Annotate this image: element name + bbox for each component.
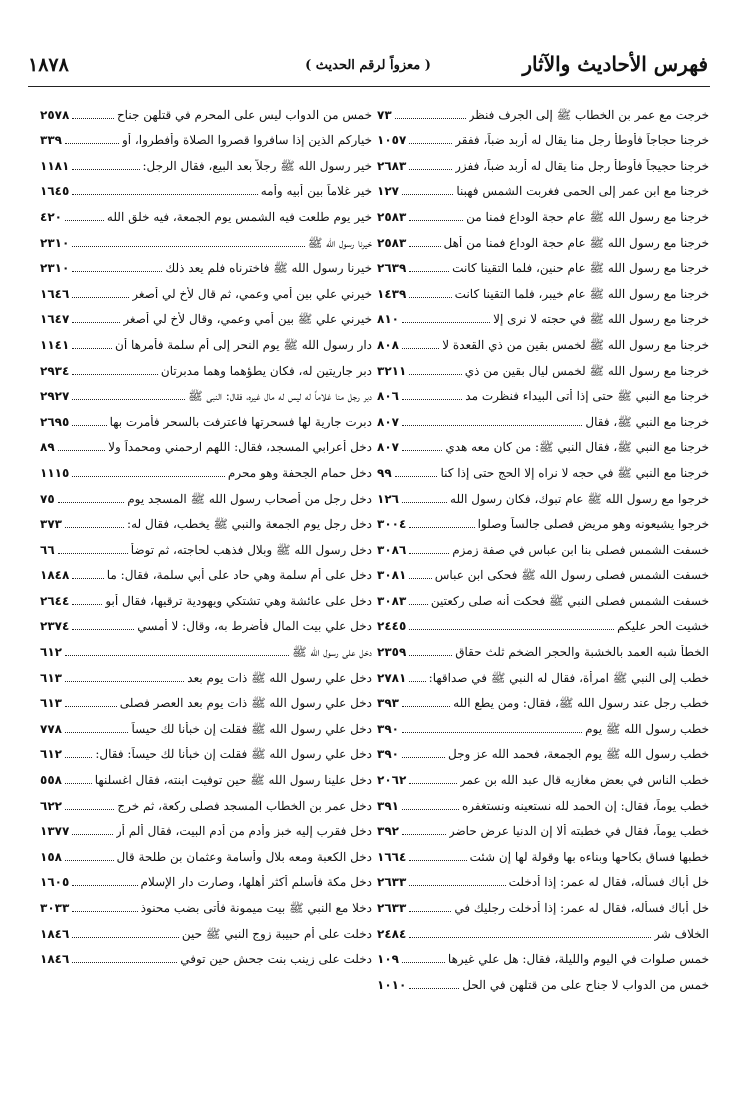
entry-text: دخل على أم سلمة وهي حاد على أبي سلمة، فقال: ما	[106, 568, 372, 583]
index-entry	[377, 301, 709, 327]
dotted-leader	[72, 373, 158, 375]
index-entry	[40, 198, 372, 224]
index-entry	[377, 147, 709, 173]
hadith-number: ٣٠٨٦	[377, 542, 407, 557]
entry-text: خرجنا مع ابن عمر إلى الحمى فغربت الشمس فهبنا	[456, 184, 709, 199]
dotted-leader	[409, 245, 440, 247]
dotted-leader	[65, 142, 119, 144]
index-entry	[377, 685, 709, 711]
dotted-leader	[72, 168, 139, 170]
hadith-number: ٢٥٨٣	[377, 235, 407, 250]
entry-text: خيرنا رسول الله ﷺ	[307, 235, 372, 250]
hadith-number: ٧٥	[40, 491, 55, 506]
index-entry	[377, 813, 709, 839]
dotted-leader	[72, 245, 305, 247]
index-entry	[377, 557, 709, 583]
dotted-leader	[72, 424, 106, 426]
entry-text: دخل رسول الله ﷺ وبلال فذهب لحاجته، ثم توضأ	[130, 542, 372, 557]
dotted-leader	[65, 526, 124, 528]
hadith-number: ٢٦٣٩	[377, 261, 407, 276]
index-entry	[377, 173, 709, 199]
hadith-number: ٢٠٦٢	[377, 773, 407, 788]
hadith-number: ٢٣١٠	[40, 235, 70, 250]
index-entry	[377, 96, 709, 122]
hadith-number: ٢٥٨٣	[377, 209, 407, 224]
hadith-number: ١٢٧	[377, 184, 399, 199]
index-entry	[377, 787, 709, 813]
index-entry	[377, 941, 709, 967]
entry-text: خرجنا مع النبي ﷺ حتى إذا أتى البيداء فنظرت مد	[465, 389, 709, 404]
dotted-leader	[409, 373, 461, 375]
hadith-number: ٣٩١	[377, 798, 399, 813]
entry-text: خرجنا مع النبي ﷺ، فقال النبي ﷺ: من كان معه هدي	[445, 440, 709, 455]
index-entry	[40, 531, 372, 557]
entry-text: دخل علي بيت المال فأضرط به، وقال: لا أمسي	[137, 619, 372, 634]
dotted-leader	[58, 501, 125, 503]
entry-text: خل أباك فسأله، فقال له عمر: إذا أدخلت	[508, 875, 709, 890]
hadith-number: ٢٦٩٥	[40, 414, 70, 429]
hadith-number: ١٦٤٥	[40, 184, 70, 199]
entry-text: دخل فقرب إليه خبز وأدم من أدم البيت، فقال ألم أر	[115, 824, 372, 839]
hadith-number: ٨٠٦	[377, 389, 399, 404]
dotted-leader	[409, 987, 459, 989]
dotted-leader	[402, 424, 582, 426]
dotted-leader	[402, 347, 439, 349]
dotted-leader	[72, 936, 179, 938]
dotted-leader	[402, 193, 453, 195]
entry-text: خسفت الشمس فصلى النبي ﷺ فحكت أنه صلى ركعتين	[430, 593, 709, 608]
index-entry	[40, 96, 372, 122]
dotted-leader	[65, 219, 104, 221]
dotted-leader	[402, 961, 445, 963]
index-entry	[40, 250, 372, 276]
index-entry	[40, 454, 372, 480]
index-entry	[40, 378, 372, 404]
entry-text: خمس صلوات في اليوم والليلة، فقال: هل علي غيرها	[447, 952, 709, 967]
entry-text: دبر رجل منا غلاماً له ليس له مال غيره، فقال: النبي ﷺ	[188, 389, 372, 404]
dotted-leader	[409, 680, 425, 682]
dotted-leader	[72, 321, 120, 323]
hadith-number: ٦١٢	[40, 645, 62, 660]
hadith-number: ٦١٢	[40, 747, 62, 762]
index-entry	[377, 352, 709, 378]
dotted-leader	[72, 910, 137, 912]
index-column-left	[40, 96, 372, 1100]
entry-text: خرجنا حجيجاً فأوطأ رجل منا يقال له أربد ضباً، ففزر	[455, 158, 709, 173]
index-entry	[40, 710, 372, 736]
hadith-number: ٣٣٩	[40, 133, 62, 148]
entry-text: دار رسول الله ﷺ يوم النحر إلى أم سلمة فأمرها أن	[115, 337, 372, 352]
hadith-number: ٣٠٨١	[377, 568, 407, 583]
hadith-number: ٧٧٨	[40, 721, 62, 736]
hadith-number: ٨٠٨	[377, 337, 399, 352]
dotted-leader	[402, 705, 450, 707]
dotted-leader	[409, 142, 452, 144]
index-entry	[40, 838, 372, 864]
hadith-number: ١٣٧٧	[40, 824, 70, 839]
hadith-number: ١٤٣٩	[377, 286, 407, 301]
hadith-number: ٣٠٨٣	[377, 593, 407, 608]
entry-text: دخل مكة فأسلم أكثر أهلها، وصارت دار الإسلام	[140, 875, 372, 890]
dotted-leader	[409, 296, 451, 298]
dotted-leader	[409, 168, 452, 170]
hadith-number: ٧٣	[377, 107, 392, 122]
hadith-number: ٨٩	[40, 440, 55, 455]
dotted-leader	[65, 654, 289, 656]
entry-text: دبر جاريتين له، فكان يطؤهما وهما مدبرتان	[160, 363, 372, 378]
entry-text: خرجوا يشيعونه وهو مريض فصلى جالساً وصلوا	[477, 517, 709, 532]
hadith-number: ٢٤٨٤	[377, 926, 407, 941]
index-entry	[377, 633, 709, 659]
dotted-leader	[72, 475, 225, 477]
hadith-number: ٥٥٨	[40, 773, 62, 788]
hadith-number: ٢٣٧٤	[40, 619, 70, 634]
entry-text: دخل علي رسول الله ﷺ ذات يوم بعد	[187, 670, 372, 685]
index-entry	[40, 557, 372, 583]
index-entry	[377, 736, 709, 762]
entry-text: دخل على عائشة وهي تشتكي ويهودية ترقيها، فقال أبو	[105, 593, 372, 608]
entry-text: دخل علي رسول الله ﷺ	[292, 645, 372, 660]
index-entry	[40, 352, 372, 378]
entry-text: دخل علي رسول الله ﷺ ذات يوم بعد العصر فصلى	[119, 696, 372, 711]
hadith-number: ٢٧٨١	[377, 670, 407, 685]
index-entry	[40, 147, 372, 173]
index-entry	[377, 531, 709, 557]
dotted-leader	[65, 756, 92, 758]
entry-text: خطب رسول الله ﷺ يوم	[585, 721, 709, 736]
index-entry	[40, 787, 372, 813]
index-entry	[40, 582, 372, 608]
dotted-leader	[395, 475, 438, 477]
hadith-number: ٣٢١١	[377, 363, 407, 378]
hadith-number: ١٨٤٨	[40, 568, 70, 583]
hadith-number: ١٠١٠	[377, 977, 407, 992]
hadith-number: ٦١٣	[40, 670, 62, 685]
index-entry	[40, 813, 372, 839]
index-entry	[40, 659, 372, 685]
entry-text: خرجنا مع رسول الله ﷺ في حجته لا نرى إلا	[493, 312, 709, 327]
dotted-leader	[402, 449, 442, 451]
dotted-leader	[402, 731, 582, 733]
hadith-number: ١٢٦	[377, 491, 399, 506]
dotted-leader	[72, 577, 103, 579]
dotted-leader	[72, 961, 177, 963]
hadith-number: ٢٦٤٤	[40, 593, 70, 608]
index-entry	[377, 480, 709, 506]
entry-text: خطب إلى النبي ﷺ امرأة، فقال له النبي ﷺ في صداقها:	[428, 670, 709, 685]
entry-text: خمس من الدواب ليس على المحرم في قتلهن جناح	[116, 107, 372, 122]
index-entry	[377, 122, 709, 148]
dotted-leader	[402, 398, 462, 400]
dotted-leader	[402, 808, 459, 810]
entry-text: خطب الناس في بعض مغازيه قال عبد الله بن عمر	[459, 773, 709, 788]
index-entry	[40, 915, 372, 941]
hadith-number: ١٠٥٧	[377, 133, 407, 148]
hadith-number: ٨٠٧	[377, 414, 399, 429]
hadith-number: ١٦٠٥	[40, 875, 70, 890]
hadith-number: ٣٠٠٤	[377, 517, 407, 532]
hadith-number: ٣٩٣	[377, 696, 399, 711]
entry-text: خيرني علي ﷺ بين أمي وعمي، وقال لأخ لي أصغر	[123, 312, 372, 327]
dotted-leader	[402, 833, 446, 835]
index-entry	[40, 633, 372, 659]
index-entry	[40, 326, 372, 352]
entry-text: دخل رجل يوم الجمعة والنبي ﷺ يخطب، فقال له:	[127, 517, 372, 532]
hadith-number: ٢٩٣٤	[40, 363, 70, 378]
index-entry	[40, 122, 372, 148]
index-entry	[377, 864, 709, 890]
dotted-leader	[409, 884, 505, 886]
hadith-number: ٦١٣	[40, 696, 62, 711]
index-entry	[377, 326, 709, 352]
entry-text: خير يوم طلعت فيه الشمس يوم الجمعة، فيه خلق الله	[106, 209, 372, 224]
dotted-leader	[72, 270, 162, 272]
hadith-number: ١٦٤٧	[40, 312, 70, 327]
entry-text: خطبها فساق بكاحها وبناءه بها وقولة لها إن شئت	[469, 849, 709, 864]
index-entry	[377, 915, 709, 941]
dotted-leader	[65, 680, 184, 682]
index-column-right	[377, 96, 709, 1100]
hadith-number: ٢٥٧٨	[40, 107, 70, 122]
entry-text: دخل علي رسول الله ﷺ فقلت إن خبأنا لك حيساً	[131, 721, 372, 736]
entry-text: الخطأ شبه العمد بالخشبة والحجر الضخم ثلث حقاق	[455, 645, 709, 660]
entry-text: دخل أعرابي المسجد، فقال: اللهم ارحمني ومحمداً ولا	[108, 440, 372, 455]
index-entry	[40, 685, 372, 711]
entry-text: خطب يوماً، فقال: إن الحمد لله نستعينه ونستغفره	[461, 798, 709, 813]
hadith-number: ١٥٨	[40, 849, 62, 864]
dotted-leader	[409, 270, 449, 272]
entry-text: الخلاف شر	[654, 926, 709, 941]
index-entry	[377, 582, 709, 608]
dotted-leader	[409, 526, 474, 528]
dotted-leader	[395, 117, 466, 119]
hadith-number: ١١٨١	[40, 158, 70, 173]
dotted-leader	[72, 117, 114, 119]
page-number: ١٨٧٨	[28, 54, 69, 76]
index-entry	[377, 378, 709, 404]
entry-text: دخل حمام الجحفة وهو محرم	[227, 465, 372, 480]
entry-text: خسفت الشمس فصلى بنا ابن عباس في صفة زمزم	[452, 542, 709, 557]
index-entry	[40, 429, 372, 455]
index-entry	[377, 403, 709, 429]
dotted-leader	[72, 603, 102, 605]
dotted-leader	[402, 321, 490, 323]
dotted-leader	[65, 731, 128, 733]
index-entry	[40, 173, 372, 199]
entry-text: خمس من الدواب لا جناح على من قتلهن في الحل	[462, 977, 709, 992]
page-header	[28, 52, 708, 82]
index-entry	[40, 480, 372, 506]
hadith-number: ٢٣٥٩	[377, 645, 407, 660]
index-entry	[40, 403, 372, 429]
index-entry	[377, 454, 709, 480]
index-entry	[40, 761, 372, 787]
dotted-leader	[402, 756, 445, 758]
entry-text: خرجوا مع رسول الله ﷺ عام تبوك، فكان رسول الله	[450, 491, 709, 506]
dotted-leader	[58, 449, 105, 451]
dotted-leader	[65, 705, 117, 707]
entry-text: دخل الكعبة ومعه بلال وأسامة وعثمان بن طلحة قال	[116, 849, 372, 864]
hadith-number: ٢٩٢٧	[40, 389, 70, 404]
hadith-number: ٦٦	[40, 542, 55, 557]
entry-text: خطب يوماً، فقال في خطبته ألا إن الدنيا عرض حاضر	[448, 824, 709, 839]
index-entry	[377, 224, 709, 250]
entry-text: دخل عمر بن الخطاب المسجد فصلى ركعة، ثم خرج	[117, 798, 372, 813]
hadith-number: ٦٢٢	[40, 798, 62, 813]
index-entry	[40, 275, 372, 301]
entry-text: دخل علي رسول الله ﷺ فقلت إن خبأنا لك حيساً: فقال:	[95, 747, 372, 762]
entry-text: خرجنا مع رسول الله ﷺ لخمس بقين من ذي القعدة لا	[442, 337, 709, 352]
dotted-leader	[409, 628, 614, 630]
index-entry	[40, 224, 372, 250]
index-entry	[377, 659, 709, 685]
index-entry	[40, 941, 372, 967]
dotted-leader	[72, 193, 257, 195]
hadith-number: ٢٦٣٣	[377, 901, 407, 915]
index-entry	[40, 506, 372, 532]
index-entry	[377, 710, 709, 736]
dotted-leader	[65, 808, 114, 810]
entry-text: خرجنا مع رسول الله ﷺ عام حجة الوداع فمنا من أهل	[443, 235, 709, 250]
dotted-leader	[72, 628, 134, 630]
entry-text: خيرني علي بين أمي وعمي، ثم قال لأخ لي أصغر	[132, 286, 372, 301]
hadith-number: ١١٤١	[40, 337, 70, 352]
index-entry	[377, 198, 709, 224]
entry-text: خسفت الشمس فصلى رسول الله ﷺ فحكى ابن عباس	[434, 568, 709, 583]
entry-text: خير رسول الله ﷺ رجلاً بعد البيع، فقال الرجل:	[142, 158, 372, 173]
index-entry	[377, 250, 709, 276]
entry-text: خرجنا مع رسول الله ﷺ لخمس ليال بقين من ذي	[464, 363, 709, 378]
dotted-leader	[65, 782, 92, 784]
entry-text: دبرت جارية لها فسحرتها فاعترفت بالسحر فأمرت بها	[109, 414, 372, 429]
entry-text: خرجنا مع رسول الله ﷺ عام حنين، فلما التقينا كانت	[452, 261, 709, 276]
index-entry	[40, 301, 372, 327]
index-entry	[377, 761, 709, 787]
entry-text: دخلا مع النبي ﷺ بيت ميمونة فأتى بضب محنوذ	[140, 901, 372, 915]
index-entry	[377, 966, 709, 992]
entry-text: خرجت مع عمر بن الخطاب ﷺ إلى الجرف فنظر	[468, 107, 709, 122]
hadith-number: ٤٢٠	[40, 209, 62, 224]
hadith-number: ٣٠٣٣	[40, 901, 70, 915]
dotted-leader	[72, 833, 113, 835]
entry-text: خرجنا مع النبي ﷺ في حجه لا نراه إلا الحج حتى إذا كنا	[440, 465, 709, 480]
dotted-leader	[409, 782, 457, 784]
hadith-number: ٣٩٠	[377, 721, 399, 736]
dotted-leader	[409, 603, 428, 605]
entry-text: خيرنا رسول الله ﷺ فاخترناه فلم يعد ذلك	[165, 261, 372, 276]
index-entry	[377, 889, 709, 915]
dotted-leader	[65, 859, 114, 861]
index-entry	[40, 889, 372, 915]
entry-text: خرجنا مع النبي ﷺ، فقال	[585, 414, 709, 429]
page-subtitle: ( معزواً لرقم الحديث )	[305, 58, 431, 73]
index-entry	[377, 506, 709, 532]
hadith-number: ١٨٤٦	[40, 952, 70, 967]
hadith-number: ٨٠٧	[377, 440, 399, 455]
entry-text: خطب رجل عند رسول الله ﷺ، فقال: ومن يطع الله	[453, 696, 709, 711]
header-divider	[28, 86, 710, 87]
dotted-leader	[409, 936, 651, 938]
dotted-leader	[402, 501, 447, 503]
hadith-number: ٣٧٣	[40, 517, 62, 532]
dotted-leader	[409, 859, 466, 861]
dotted-leader	[409, 910, 451, 912]
hadith-number: ٩٩	[377, 465, 392, 480]
dotted-leader	[72, 296, 129, 298]
entry-text: دخل رجل من أصحاب رسول الله ﷺ المسجد يوم	[127, 491, 372, 506]
entry-text: خير غلاماً بين أبيه وأمه	[260, 184, 372, 199]
dotted-leader	[58, 552, 128, 554]
dotted-leader	[72, 347, 112, 349]
dotted-leader	[409, 552, 449, 554]
entry-text: خطب رسول الله ﷺ يوم الجمعة، فحمد الله عز وجل	[448, 747, 709, 762]
hadith-number: ١١١٥	[40, 465, 70, 480]
hadith-number: ٢٤٤٥	[377, 619, 407, 634]
index-entry	[377, 429, 709, 455]
dotted-leader	[409, 654, 452, 656]
hadith-number: ١٠٩	[377, 952, 399, 967]
entry-text: خل أباك فسأله، فقال له عمر: إذا أدخلت رجليك في	[454, 901, 709, 915]
entry-text: دخلت على زينب بنت جحش حين توفي	[180, 952, 372, 967]
hadith-number: ٢٦٨٣	[377, 158, 407, 173]
entry-text: دخلت على أم حبيبة زوج النبي ﷺ حين	[181, 926, 372, 941]
hadith-number: ١٦٦٤	[377, 849, 407, 864]
index-entry	[40, 736, 372, 762]
entry-text: دخل علينا رسول الله ﷺ حين توفيت ابنته، فقال اغسلنها	[94, 773, 372, 788]
dotted-leader	[409, 219, 463, 221]
hadith-number: ٣٩٠	[377, 747, 399, 762]
dotted-leader	[72, 398, 185, 400]
hadith-number: ٣٩٢	[377, 824, 399, 839]
index-entry	[40, 608, 372, 634]
entry-text: خشيت الحر عليكم	[617, 619, 709, 634]
hadith-number: ٢٦٣٣	[377, 875, 407, 890]
hadith-number: ١٨٤٦	[40, 926, 70, 941]
index-entry	[377, 838, 709, 864]
entry-text: خرجنا مع رسول الله ﷺ عام خيبر، فلما التقينا كانت	[454, 286, 709, 301]
index-entry	[377, 275, 709, 301]
entry-text: خياركم الذين إذا سافروا قصروا الصلاة وأفطروا، أو	[121, 133, 372, 148]
page-title: فهرس الأحاديث والآثار	[522, 52, 708, 76]
dotted-leader	[72, 884, 137, 886]
hadith-number: ٨١٠	[377, 312, 399, 327]
entry-text: خرجنا حجاجاً فأوطأ رجل منا يقال له أربد ضباً، ففقر	[455, 133, 709, 148]
dotted-leader	[409, 577, 431, 579]
index-entry	[40, 864, 372, 890]
entry-text: خرجنا مع رسول الله ﷺ عام حجة الوداع فمنا من	[466, 209, 709, 224]
hadith-number: ٢٣١٠	[40, 261, 70, 276]
index-entry	[377, 608, 709, 634]
hadith-number: ١٦٤٦	[40, 286, 70, 301]
